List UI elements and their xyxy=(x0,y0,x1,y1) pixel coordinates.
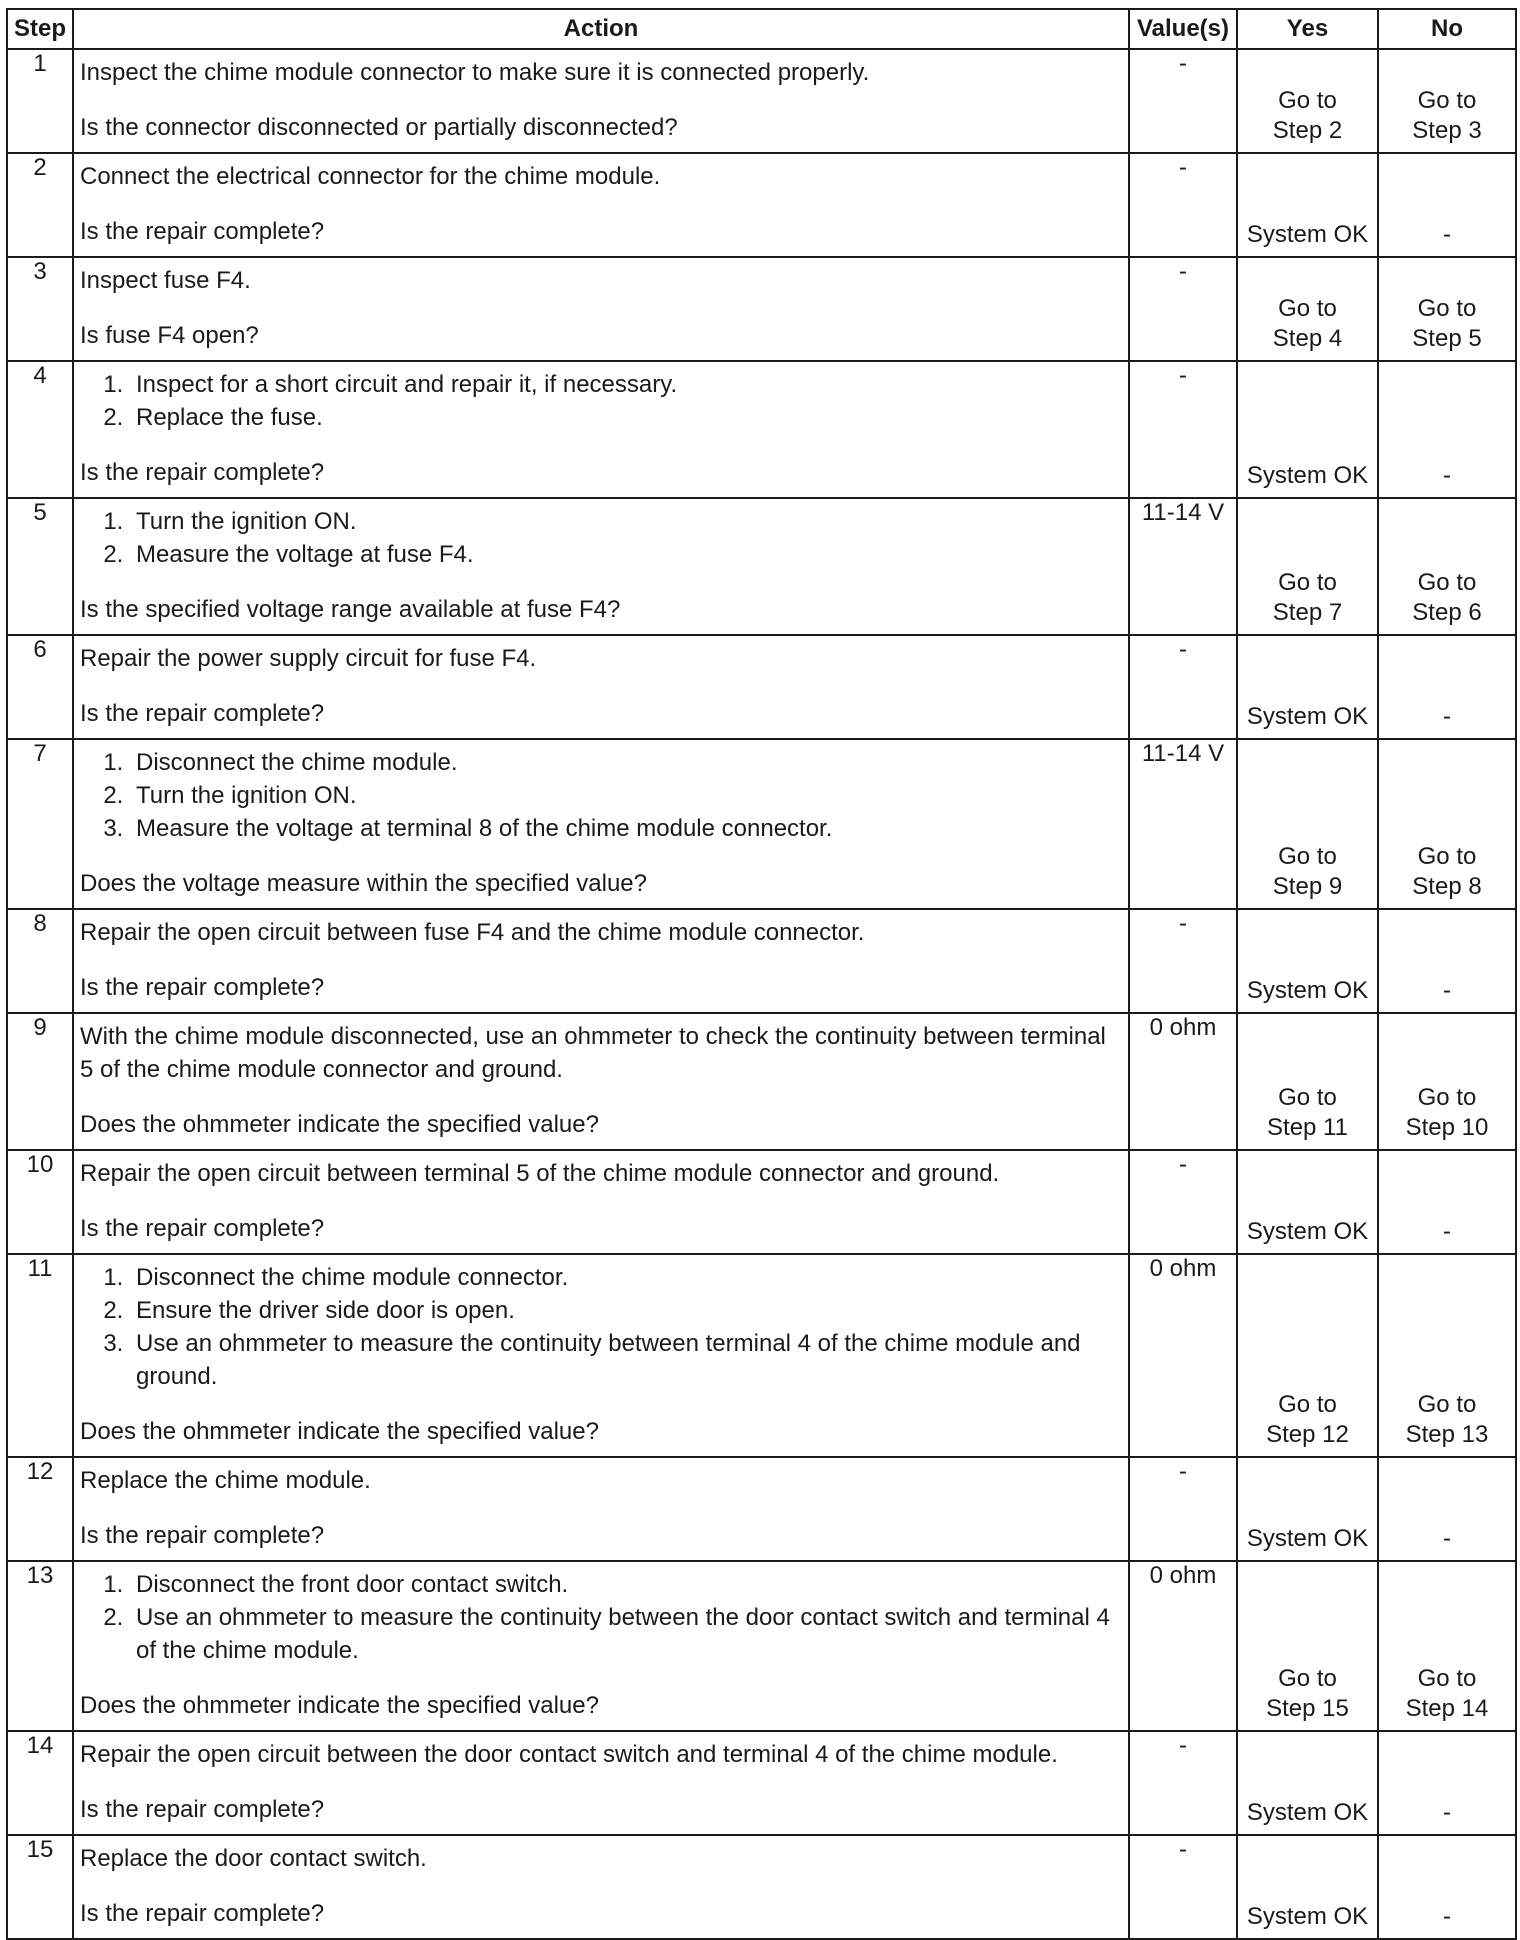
no-cell xyxy=(1378,1150,1516,1254)
table-row xyxy=(7,635,1516,739)
header-action: Action xyxy=(73,9,1129,49)
yes-result-line: Go to xyxy=(1278,295,1337,322)
step-number: 15 xyxy=(7,1835,73,1939)
no-result-line: Go to xyxy=(1417,1391,1477,1418)
yes-result-line: System OK xyxy=(1246,1525,1369,1552)
action-step-item: 1. Disconnect the front door contact switch. xyxy=(130,1568,1124,1601)
no-cell xyxy=(1378,498,1516,635)
action-step-item: 3. Measure the voltage at terminal 8 of the chime module connector. xyxy=(130,812,1124,845)
yes-result-line: Step 9 xyxy=(1272,873,1343,900)
no-result xyxy=(1379,1524,1515,1554)
no-result xyxy=(1379,842,1515,902)
table-row xyxy=(7,49,1516,153)
table-row xyxy=(7,909,1516,1013)
no-cell xyxy=(1378,1013,1516,1150)
no-result-line: Step 10 xyxy=(1405,1114,1489,1141)
yes-result-line: Go to xyxy=(1278,1084,1337,1111)
header-yes: Yes xyxy=(1237,9,1378,49)
step-number: 7 xyxy=(7,739,73,909)
yes-result-line: Step 4 xyxy=(1272,325,1343,352)
action-content xyxy=(74,740,1128,908)
yes-result-line: Go to xyxy=(1278,843,1337,870)
yes-result xyxy=(1238,702,1377,732)
no-result xyxy=(1379,1902,1515,1932)
table-row xyxy=(7,361,1516,498)
no-result-line: Go to xyxy=(1417,1084,1477,1111)
table-row xyxy=(7,498,1516,635)
action-step-item: 1. Disconnect the chime module connector. xyxy=(130,1261,1124,1294)
value-cell: 0 ohm xyxy=(1129,1561,1237,1731)
action-statement: Repair the open circuit between the door contact switch and terminal 4 of the chime module. xyxy=(80,1741,1058,1768)
yes-result xyxy=(1238,976,1377,1006)
action-cell xyxy=(73,498,1129,635)
action-question: Is the repair complete? xyxy=(80,1900,325,1927)
no-cell xyxy=(1378,49,1516,153)
no-result xyxy=(1379,1083,1515,1143)
table-row xyxy=(7,1013,1516,1150)
yes-cell xyxy=(1237,1835,1378,1939)
no-result-line: Step 13 xyxy=(1405,1421,1489,1448)
action-steps-list xyxy=(80,1261,1124,1393)
no-cell xyxy=(1378,909,1516,1013)
action-statement: With the chime module disconnected, use an ohmmeter to check the continuity between terminal 5 of the chime module connector and ground. xyxy=(80,1023,1106,1083)
header-values: Value(s) xyxy=(1129,9,1237,49)
yes-result-line: Go to xyxy=(1278,87,1337,114)
table-row xyxy=(7,1457,1516,1561)
action-cell xyxy=(73,153,1129,257)
yes-result xyxy=(1238,1390,1377,1450)
yes-cell xyxy=(1237,257,1378,361)
action-statement: Connect the electrical connector for the chime module. xyxy=(80,163,661,190)
action-cell xyxy=(73,739,1129,909)
no-result xyxy=(1379,976,1515,1006)
yes-result-line: System OK xyxy=(1246,977,1369,1004)
yes-cell xyxy=(1237,1457,1378,1561)
no-result xyxy=(1379,461,1515,491)
step-number: 6 xyxy=(7,635,73,739)
yes-result xyxy=(1238,568,1377,628)
action-step-item: 2. Ensure the driver side door is open. xyxy=(130,1294,1124,1327)
action-content xyxy=(74,910,1128,1012)
action-statement: Repair the open circuit between terminal 5 of the chime module connector and ground. xyxy=(80,1160,1000,1187)
action-cell xyxy=(73,1254,1129,1457)
step-number: 3 xyxy=(7,257,73,361)
action-statement: Repair the open circuit between fuse F4 and the chime module connector. xyxy=(80,919,865,946)
action-question: Is the repair complete? xyxy=(80,974,325,1001)
yes-result xyxy=(1238,842,1377,902)
no-cell xyxy=(1378,1254,1516,1457)
no-result xyxy=(1379,568,1515,628)
action-question: Is the connector disconnected or partially disconnected? xyxy=(80,114,678,141)
action-question: Is fuse F4 open? xyxy=(80,322,259,349)
step-number: 14 xyxy=(7,1731,73,1835)
no-cell xyxy=(1378,361,1516,498)
action-question: Does the ohmmeter indicate the specified value? xyxy=(80,1111,599,1138)
table-row xyxy=(7,1835,1516,1939)
value-cell: - xyxy=(1129,635,1237,739)
no-result-line: Step 14 xyxy=(1405,1695,1489,1722)
yes-result-line: Step 12 xyxy=(1266,1421,1349,1448)
yes-result-line: Go to xyxy=(1278,1665,1337,1692)
action-content xyxy=(74,50,1128,152)
no-cell xyxy=(1378,153,1516,257)
action-content xyxy=(74,1151,1128,1253)
step-number: 9 xyxy=(7,1013,73,1150)
yes-cell xyxy=(1237,1013,1378,1150)
action-question: Is the repair complete? xyxy=(80,1522,325,1549)
yes-result-line: System OK xyxy=(1246,1903,1369,1930)
action-content xyxy=(74,1836,1128,1938)
action-cell xyxy=(73,1013,1129,1150)
action-question: Is the repair complete? xyxy=(80,700,325,727)
action-content xyxy=(74,362,1128,497)
step-number: 8 xyxy=(7,909,73,1013)
yes-result xyxy=(1238,1524,1377,1554)
action-steps-list xyxy=(80,746,1124,845)
action-content xyxy=(74,1255,1128,1456)
no-result-line: - xyxy=(1443,1903,1451,1930)
action-cell xyxy=(73,361,1129,498)
step-number: 13 xyxy=(7,1561,73,1731)
action-cell xyxy=(73,49,1129,153)
no-result-line: - xyxy=(1443,1799,1451,1826)
action-statement: Inspect the chime module connector to make sure it is connected properly. xyxy=(80,59,870,86)
yes-cell xyxy=(1237,1150,1378,1254)
action-content xyxy=(74,1458,1128,1560)
value-cell: - xyxy=(1129,257,1237,361)
action-step-item: 1. Inspect for a short circuit and repair it, if necessary. xyxy=(130,368,1124,401)
value-cell: - xyxy=(1129,361,1237,498)
action-step-item: 2. Measure the voltage at fuse F4. xyxy=(130,538,1124,571)
no-result xyxy=(1379,1664,1515,1724)
no-cell xyxy=(1378,1731,1516,1835)
action-steps-list xyxy=(80,1568,1124,1667)
action-step-item: 1. Disconnect the chime module. xyxy=(130,746,1124,779)
yes-result-line: Go to xyxy=(1278,569,1337,596)
no-cell xyxy=(1378,1561,1516,1731)
yes-cell xyxy=(1237,739,1378,909)
action-cell xyxy=(73,1561,1129,1731)
step-number: 12 xyxy=(7,1457,73,1561)
value-cell: - xyxy=(1129,1457,1237,1561)
yes-result-line: Step 11 xyxy=(1267,1114,1348,1141)
step-number: 2 xyxy=(7,153,73,257)
no-result xyxy=(1379,1390,1515,1450)
action-cell xyxy=(73,909,1129,1013)
value-cell: - xyxy=(1129,1731,1237,1835)
yes-cell xyxy=(1237,361,1378,498)
yes-result xyxy=(1238,1083,1377,1143)
table-row xyxy=(7,1150,1516,1254)
yes-result-line: System OK xyxy=(1246,1799,1369,1826)
no-result-line: Step 3 xyxy=(1412,117,1482,144)
no-result xyxy=(1379,1798,1515,1828)
no-result-line: Go to xyxy=(1417,1665,1477,1692)
action-question: Is the repair complete? xyxy=(80,218,325,245)
no-result xyxy=(1379,294,1515,354)
action-content xyxy=(74,1732,1128,1834)
yes-result-line: Step 2 xyxy=(1272,117,1343,144)
action-step-item: 3. Use an ohmmeter to measure the continuity between terminal 4 of the chime module and ground. xyxy=(130,1327,1124,1393)
table-row xyxy=(7,1561,1516,1731)
value-cell: 11-14 V xyxy=(1129,739,1237,909)
action-content xyxy=(74,636,1128,738)
table-row xyxy=(7,257,1516,361)
no-cell xyxy=(1378,1457,1516,1561)
yes-cell xyxy=(1237,635,1378,739)
value-cell: - xyxy=(1129,909,1237,1013)
action-content xyxy=(74,154,1128,256)
no-cell xyxy=(1378,635,1516,739)
table-row xyxy=(7,1254,1516,1457)
yes-result xyxy=(1238,1798,1377,1828)
diagnostic-table xyxy=(6,8,1517,1940)
action-question: Is the repair complete? xyxy=(80,459,325,486)
no-result-line: Step 8 xyxy=(1412,873,1482,900)
action-question: Is the repair complete? xyxy=(80,1215,325,1242)
yes-result xyxy=(1238,294,1377,354)
diagnostic-table-wrapper xyxy=(6,8,1515,1940)
no-cell xyxy=(1378,739,1516,909)
yes-result-line: System OK xyxy=(1246,1218,1369,1245)
no-cell xyxy=(1378,1835,1516,1939)
no-result-line: Go to xyxy=(1417,87,1477,114)
action-content xyxy=(74,258,1128,360)
yes-cell xyxy=(1237,498,1378,635)
no-result-line: Go to xyxy=(1417,843,1477,870)
value-cell: 0 ohm xyxy=(1129,1013,1237,1150)
step-number: 4 xyxy=(7,361,73,498)
no-result-line: Step 6 xyxy=(1412,599,1482,626)
action-step-item: 2. Replace the fuse. xyxy=(130,401,1124,434)
yes-cell xyxy=(1237,1731,1378,1835)
action-step-item: 2. Use an ohmmeter to measure the continuity between the door contact switch and terminal 4 of the chime module. xyxy=(130,1601,1124,1667)
action-question: Is the specified voltage range available at fuse F4? xyxy=(80,596,621,623)
yes-result xyxy=(1238,1217,1377,1247)
no-result-line: - xyxy=(1443,1525,1451,1552)
yes-result-line: System OK xyxy=(1246,462,1369,489)
no-result xyxy=(1379,86,1515,146)
step-number: 5 xyxy=(7,498,73,635)
header-row xyxy=(7,9,1516,49)
value-cell: - xyxy=(1129,153,1237,257)
no-result xyxy=(1379,220,1515,250)
no-result-line: - xyxy=(1443,221,1451,248)
step-number: 11 xyxy=(7,1254,73,1457)
action-statement: Inspect fuse F4. xyxy=(80,267,251,294)
action-statement: Replace the door contact switch. xyxy=(80,1845,427,1872)
action-question: Does the ohmmeter indicate the specified value? xyxy=(80,1418,599,1445)
no-result-line: - xyxy=(1443,462,1451,489)
yes-result-line: Step 15 xyxy=(1266,1695,1349,1722)
yes-result-line: System OK xyxy=(1246,703,1369,730)
value-cell: 0 ohm xyxy=(1129,1254,1237,1457)
no-result-line: - xyxy=(1443,977,1451,1004)
action-step-item: 1. Turn the ignition ON. xyxy=(130,505,1124,538)
yes-cell xyxy=(1237,49,1378,153)
action-content xyxy=(74,1562,1128,1730)
action-cell xyxy=(73,1835,1129,1939)
yes-cell xyxy=(1237,153,1378,257)
yes-cell xyxy=(1237,1561,1378,1731)
table-row xyxy=(7,739,1516,909)
action-question: Does the voltage measure within the specified value? xyxy=(80,870,647,897)
yes-cell xyxy=(1237,909,1378,1013)
step-number: 10 xyxy=(7,1150,73,1254)
table-body xyxy=(7,49,1516,1939)
yes-result-line: System OK xyxy=(1246,221,1369,248)
action-statement: Replace the chime module. xyxy=(80,1467,371,1494)
value-cell: - xyxy=(1129,49,1237,153)
no-cell xyxy=(1378,257,1516,361)
step-number: 1 xyxy=(7,49,73,153)
action-cell xyxy=(73,635,1129,739)
no-result-line: - xyxy=(1443,1218,1451,1245)
header-no: No xyxy=(1378,9,1516,49)
action-cell xyxy=(73,1731,1129,1835)
action-cell xyxy=(73,1457,1129,1561)
action-question: Does the ohmmeter indicate the specified value? xyxy=(80,1692,599,1719)
value-cell: - xyxy=(1129,1150,1237,1254)
table-row xyxy=(7,1731,1516,1835)
table-row xyxy=(7,153,1516,257)
no-result-line: - xyxy=(1443,703,1451,730)
action-statement: Repair the power supply circuit for fuse F4. xyxy=(80,645,537,672)
no-result-line: Go to xyxy=(1417,569,1477,596)
value-cell: 11-14 V xyxy=(1129,498,1237,635)
action-cell xyxy=(73,1150,1129,1254)
yes-result xyxy=(1238,461,1377,491)
no-result-line: Step 5 xyxy=(1412,325,1482,352)
header-step: Step xyxy=(7,9,73,49)
no-result xyxy=(1379,702,1515,732)
yes-result xyxy=(1238,86,1377,146)
yes-result xyxy=(1238,1902,1377,1932)
no-result-line: Go to xyxy=(1417,295,1477,322)
action-steps-list xyxy=(80,505,1124,571)
yes-result-line: Step 7 xyxy=(1272,599,1343,626)
action-step-item: 2. Turn the ignition ON. xyxy=(130,779,1124,812)
action-cell xyxy=(73,257,1129,361)
value-cell: - xyxy=(1129,1835,1237,1939)
yes-result xyxy=(1238,1664,1377,1724)
yes-result xyxy=(1238,220,1377,250)
no-result xyxy=(1379,1217,1515,1247)
yes-cell xyxy=(1237,1254,1378,1457)
action-content xyxy=(74,1014,1128,1149)
action-steps-list xyxy=(80,368,1124,434)
yes-result-line: Go to xyxy=(1278,1391,1337,1418)
action-content xyxy=(74,499,1128,634)
action-question: Is the repair complete? xyxy=(80,1796,325,1823)
